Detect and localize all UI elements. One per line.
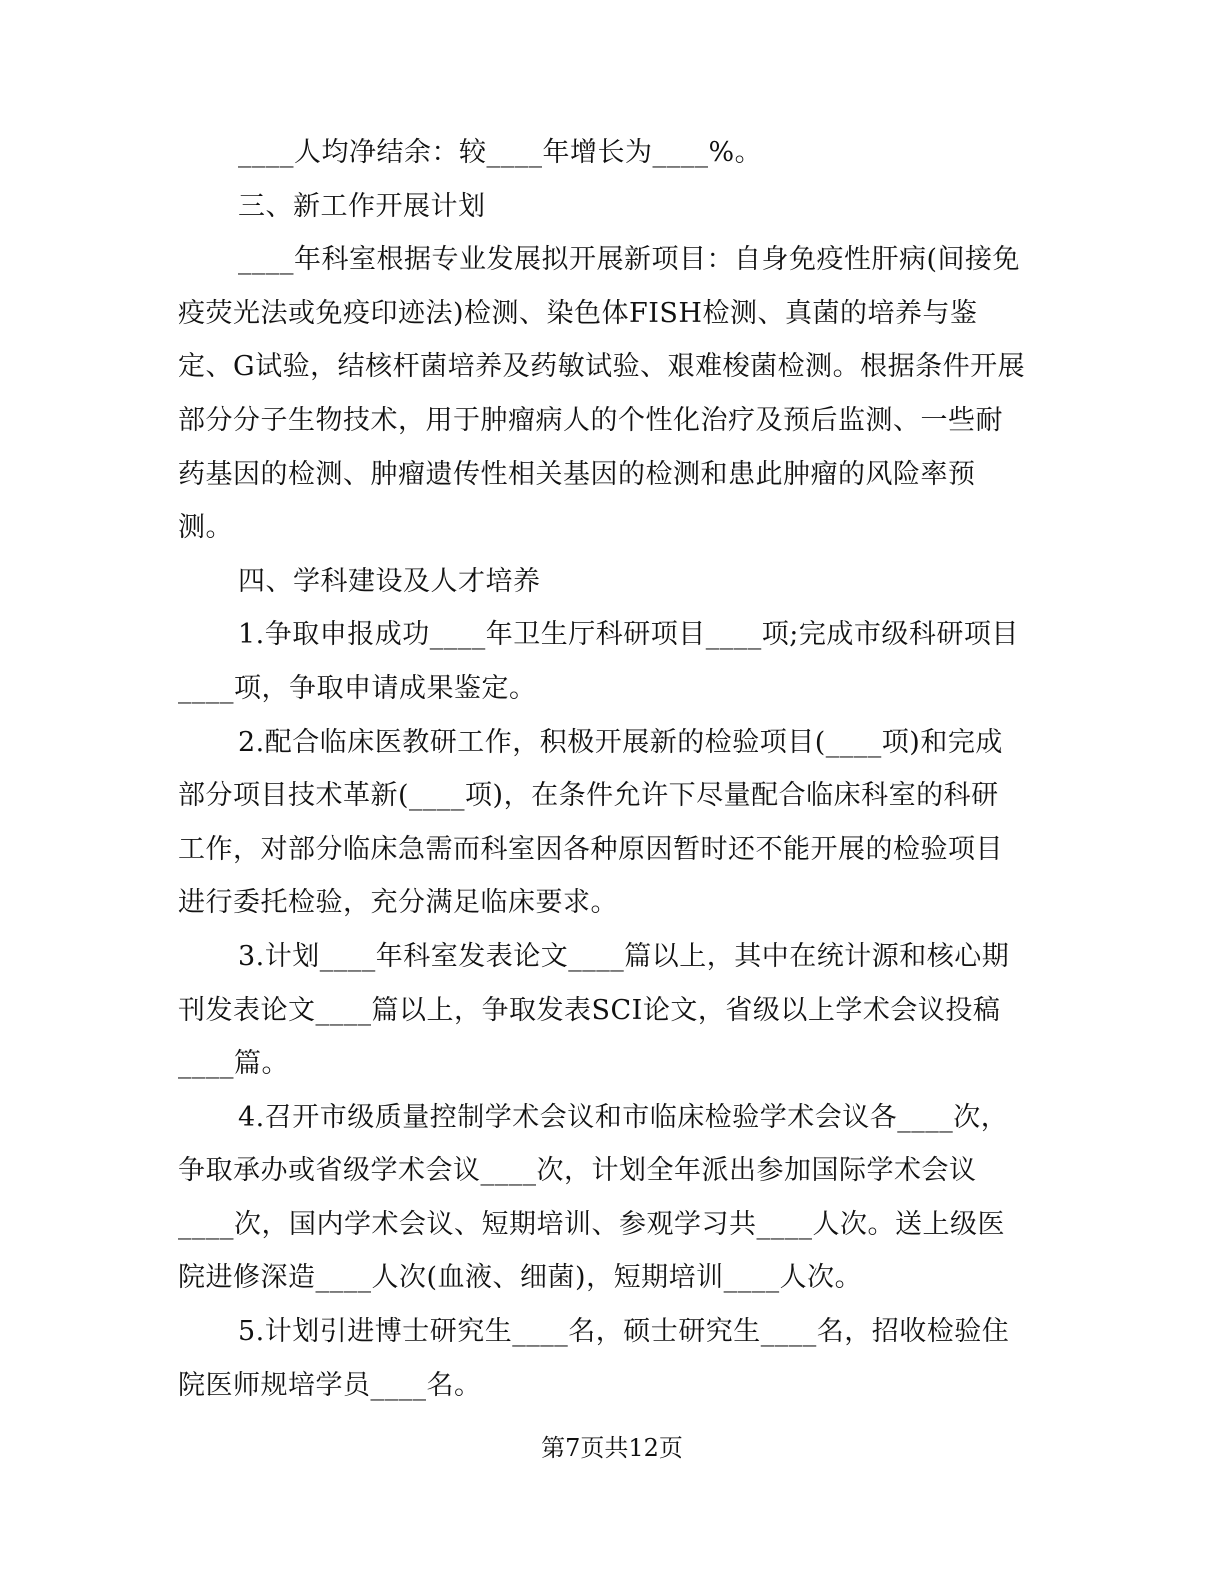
paragraph-line: 药基因的检测、肿瘤遗传性相关基因的检测和患此肿瘤的风险率预	[178, 458, 976, 490]
list-item-4-cont: 争取承办或省级学术会议____次，计划全年派出参加国际学术会议	[178, 1155, 977, 1187]
paragraph-line: 测。	[178, 512, 233, 544]
list-item-5: 5.计划引进博士研究生____名，硕士研究生____名，招收检验住	[238, 1316, 1010, 1348]
paragraph-line-net-balance: ____人均净结余：较____年增长为____%。	[238, 137, 763, 168]
section-heading-new-work-plan: 三、新工作开展计划	[238, 190, 486, 222]
list-item-5-cont: 院医师规培学员____名。	[178, 1369, 482, 1401]
paragraph-line: 定、G试验，结核杆菌培养及药敏试验、艰难梭菌检测。根据条件开展	[178, 351, 1026, 383]
page-footer: 第7页共12页	[541, 1434, 683, 1462]
list-item-3-cont: 刊发表论文____篇以上，争取发表SCI论文，省级以上学术会议投稿	[178, 994, 1001, 1026]
list-item-4-cont: 院进修深造____人次(血液、细菌)，短期培训____人次。	[178, 1262, 863, 1294]
paragraph-line: 部分分子生物技术，用于肿瘤病人的个性化治疗及预后监测、一些耐	[178, 404, 1003, 436]
list-item-2-cont: 工作，对部分临床急需而科室因各种原因暂时还不能开展的检验项目	[178, 833, 1003, 865]
list-item-3-cont: ____篇。	[178, 1048, 289, 1080]
list-item-4: 4.召开市级质量控制学术会议和市临床检验学术会议各____次，	[238, 1101, 1009, 1133]
list-item-4-cont: ____次，国内学术会议、短期培训、参观学习共____人次。送上级医	[178, 1208, 1005, 1240]
list-item-2-cont: 部分项目技术革新(____项)，在条件允许下尽量配合临床科室的科研	[178, 780, 999, 812]
list-item-3: 3.计划____年科室发表论文____篇以上，其中在统计源和核心期	[238, 940, 1010, 972]
paragraph-line: 疫荧光法或免疫印迹法)检测、染色体FISH检测、真菌的培养与鉴	[178, 297, 978, 329]
section-heading-discipline-building: 四、学科建设及人才培养	[238, 565, 541, 597]
list-item-2: 2.配合临床医教研工作，积极开展新的检验项目(____项)和完成	[238, 726, 1003, 758]
paragraph-line: ____年科室根据专业发展拟开展新项目：自身免疫性肝病(间接免	[238, 244, 1021, 276]
list-item-1-cont: ____项，争取申请成果鉴定。	[178, 672, 537, 704]
document-body	[178, 126, 1034, 1412]
list-item-2-cont: 进行委托检验，充分满足临床要求。	[178, 887, 618, 919]
list-item-1: 1.争取申报成功____年卫生厅科研项目____项;完成市级科研项目	[238, 619, 1019, 651]
